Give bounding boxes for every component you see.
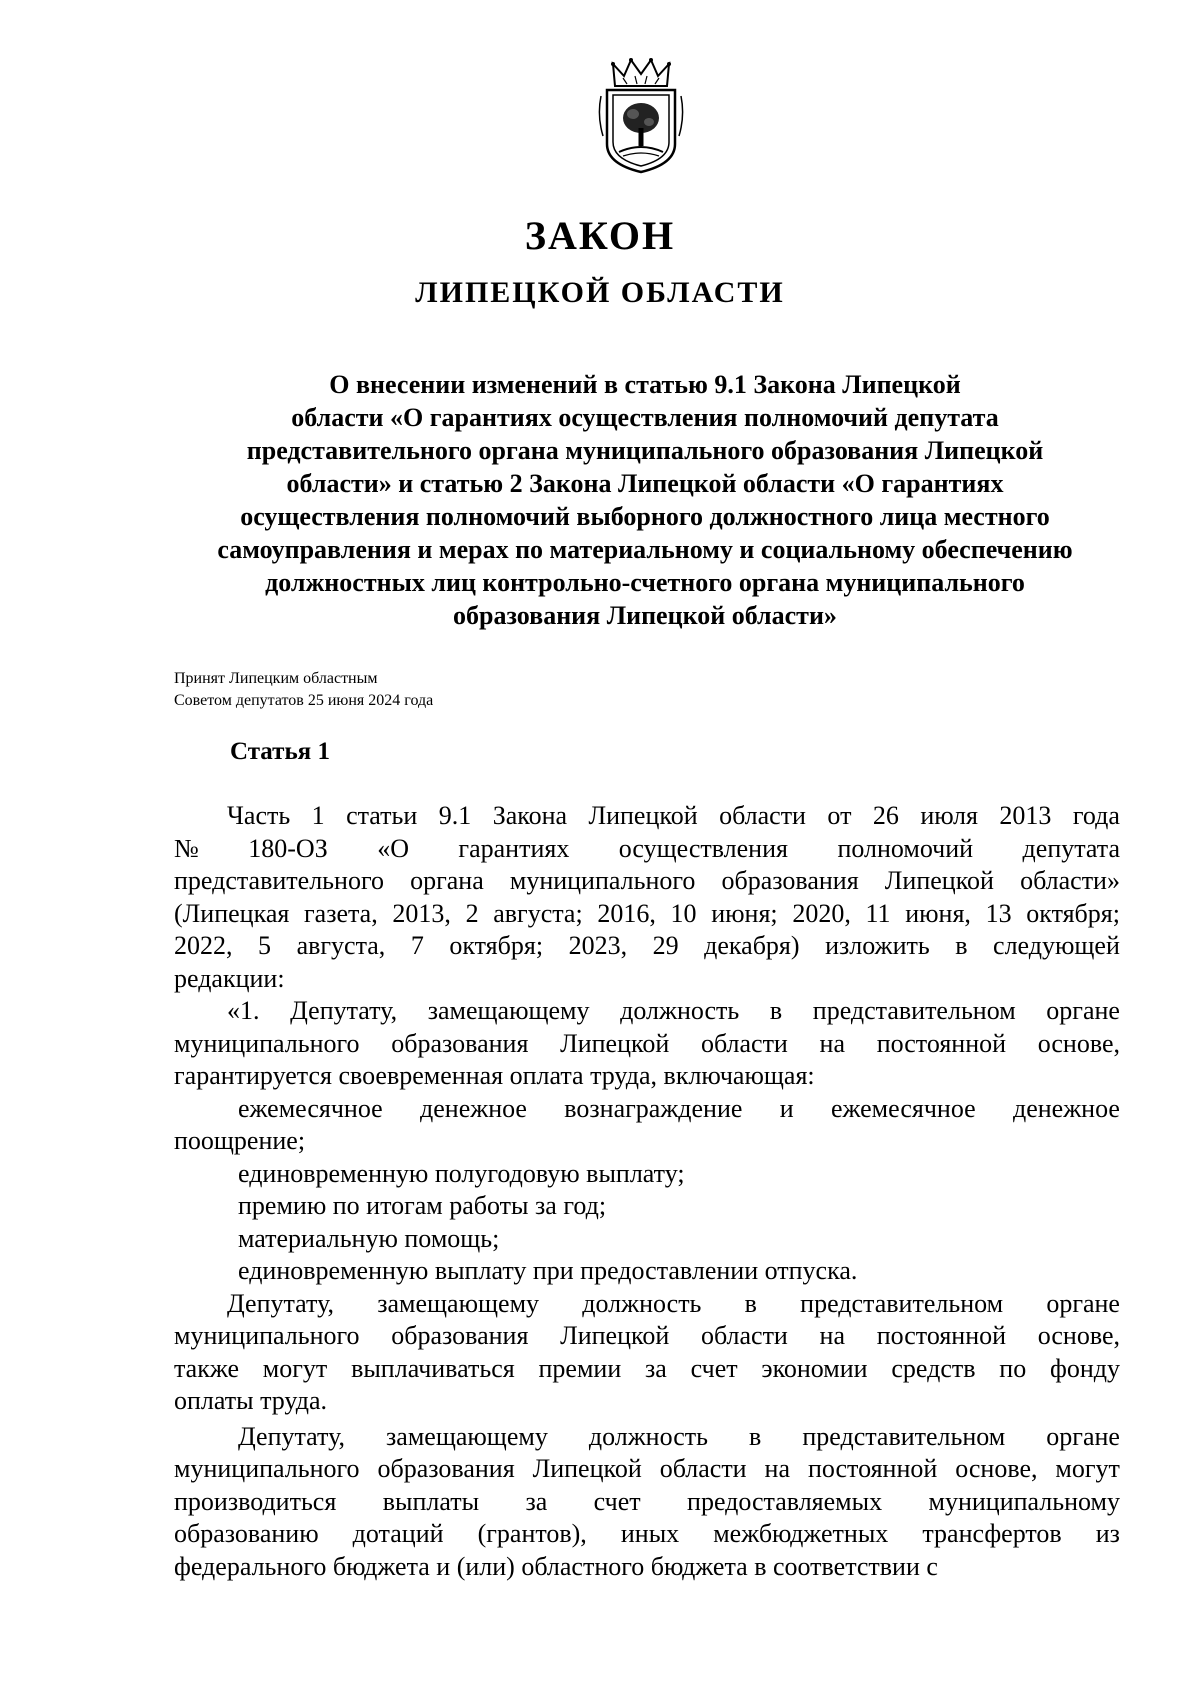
adoption-note [174,668,433,712]
text-line: Депутату, замещающему должность в представительном органе [227,1288,1120,1318]
subject-line: О внесении изменений в статью 9.1 Закона Липецкой [329,370,961,399]
list-item: единовременную полугодовую выплату; [238,1158,685,1188]
text-line: муниципального образования Липецкой области на постоянной основе, [174,1321,1120,1350]
text-line: «1. Депутату, замещающему должность в представительном органе [227,996,1120,1025]
document-title: ЗАКОН [524,213,676,258]
subject-line: образования Липецкой области» [453,601,837,630]
text-line: образованию дотаций (грантов), иных межбюджетных трансфертов из [174,1519,1120,1548]
document-subtitle: ЛИПЕЦКОЙ ОБЛАСТИ [415,276,785,309]
text-line: (Липецкая газета, 2013, 2 августа; 2016, 10 июня; 2020, 11 июня, 13 октября; [174,898,1120,928]
text-line: редакции: [174,963,285,993]
text-line: оплаты труда. [174,1386,328,1415]
text-line: Часть 1 статьи 9.1 Закона Липецкой области от 26 июля 2013 года [227,801,1120,830]
list-item: единовременную выплату при предоставлении отпуска. [238,1256,858,1285]
article-body [174,800,1120,1583]
coat-of-arms-icon [593,56,689,176]
text-line: муниципального образования Липецкой области на постоянной основе, [174,1028,1120,1058]
subject-line: представительного органа муниципального образования Липецкой [246,436,1044,465]
subject-line: области» и статью 2 Закона Липецкой области «О гарантиях [286,469,1004,498]
text-line: муниципального образования Липецкой области на постоянной основе, могут [174,1454,1120,1483]
adoption-line: Принят Липецким областным [174,670,378,687]
list-item: премию по итогам работы за год; [238,1191,607,1220]
subject-line: самоуправления и мерах по материальному и социальному обеспечению [217,535,1073,564]
text-line: федерального бюджета и (или) областного бюджета в соответствии с [174,1551,938,1581]
text-line: также могут выплачиваться премии за счет экономии средств по фонду [174,1353,1120,1383]
list-item: материальную помощь; [238,1223,500,1253]
text-line: гарантируется своевременная оплата труда, включающая: [174,1061,815,1090]
subject-line: области «О гарантиях осуществления полномочий депутата [291,403,999,432]
subject-line: осуществления полномочий выборного должностного лица местного [240,502,1050,531]
list-item-line: поощрение; [174,1126,306,1155]
text-line: 2022, 5 августа, 7 октября; 2023, 29 декабря) изложить в следующей [174,931,1120,960]
law-subject [170,368,1120,632]
text-line: представительного органа муниципального образования Липецкой области» [174,866,1120,895]
text-line: производиться выплаты за счет предоставляемых муниципальному [174,1486,1120,1516]
list-item-line: ежемесячное денежное вознаграждение и ежемесячное денежное [238,1093,1120,1123]
text-line: № 180-ОЗ «О гарантиях осуществления полномочий депутата [174,833,1120,863]
text-line: Депутату, замещающему должность в представительном органе [238,1421,1120,1451]
subject-line: должностных лиц контрольно-счетного органа муниципального [265,568,1025,597]
adoption-line: Советом депутатов 25 июня 2024 года [174,692,434,709]
article-heading: Статья 1 [230,738,330,765]
